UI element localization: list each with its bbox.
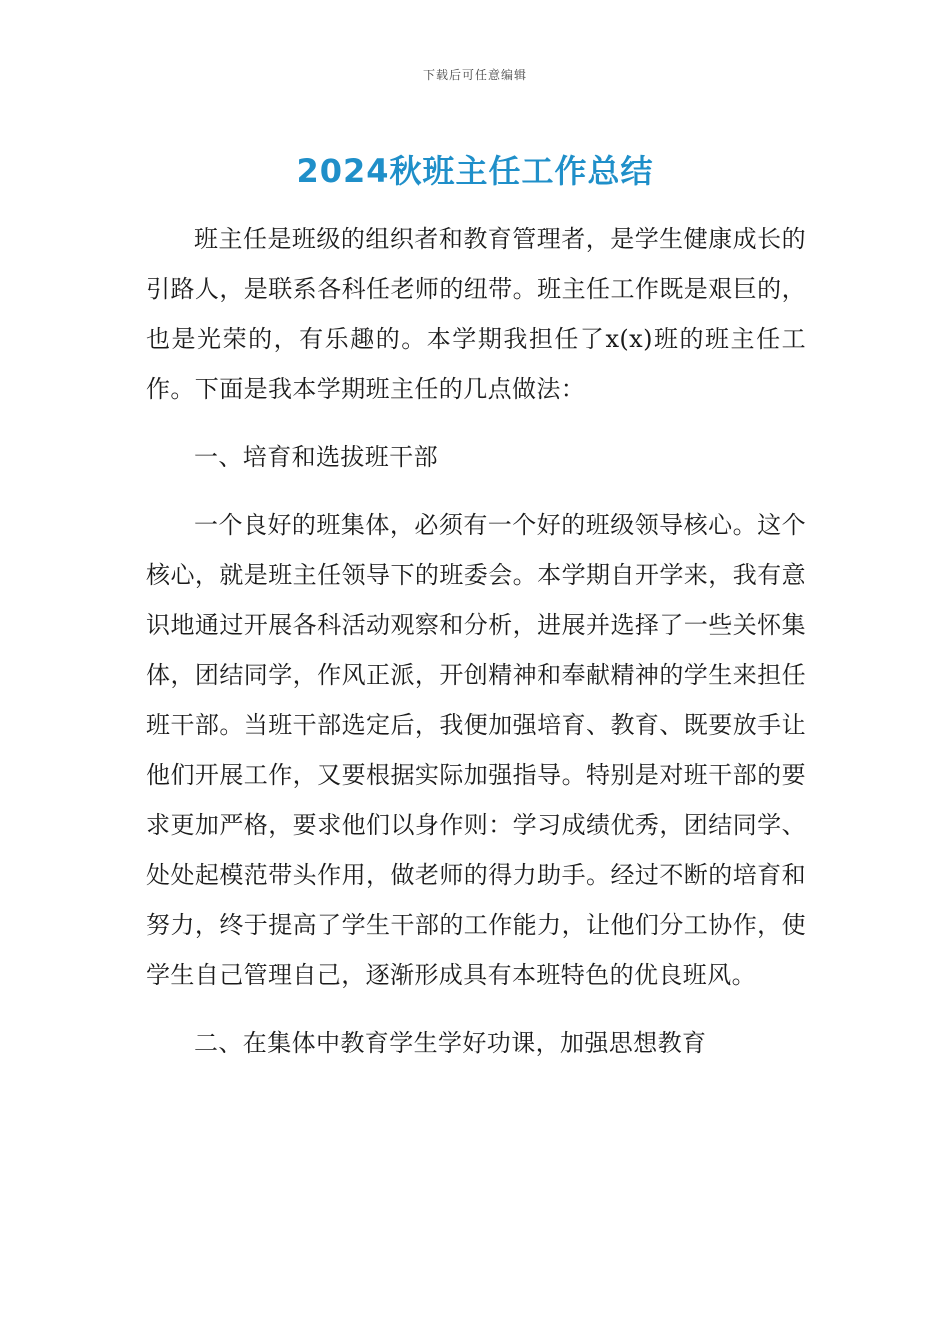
section-1-paragraph: 一个良好的班集体，必须有一个好的班级领导核心。这个核心，就是班主任领导下的班委会。本学期自开学来，我有意识地通过开展各科活动观察和分析，进展并选择了一些关怀集体，团结同学，作风正派，开创精神和奉献精神的学生来担任班干部。当班干部选定后，我便加强培育、教育、既要放手让他们开展工作，又要根据实际加强指导。特别是对班干部的要求更加严格，要求他们以身作则：学习成绩优秀，团结同学、处处起模范带头作用，做老师的得力助手。经过不断的培育和努力，终于提高了学生干部的工作能力，让他们分工协作，使学生自己管理自己，逐渐形成具有本班特色的优良班风。: [146, 511, 806, 989]
intro-paragraph: 班主任是班级的组织者和教育管理者，是学生健康成长的引路人，是联系各科任老师的纽带。班主任工作既是艰巨的，也是光荣的，有乐趣的。本学期我担任了x(x)班的班主任工作。下面是我本学期班主任的几点做法：: [146, 225, 806, 403]
document-title: 2024秋班主任工作总结: [296, 152, 654, 190]
document-body: [146, 214, 806, 1068]
header-note: 下载后可任意编辑: [422, 68, 527, 82]
section-heading-1: 一、培育和选拔班干部: [194, 443, 438, 471]
section-heading-2: 二、在集体中教育学生学好功课，加强思想教育: [194, 1029, 707, 1057]
